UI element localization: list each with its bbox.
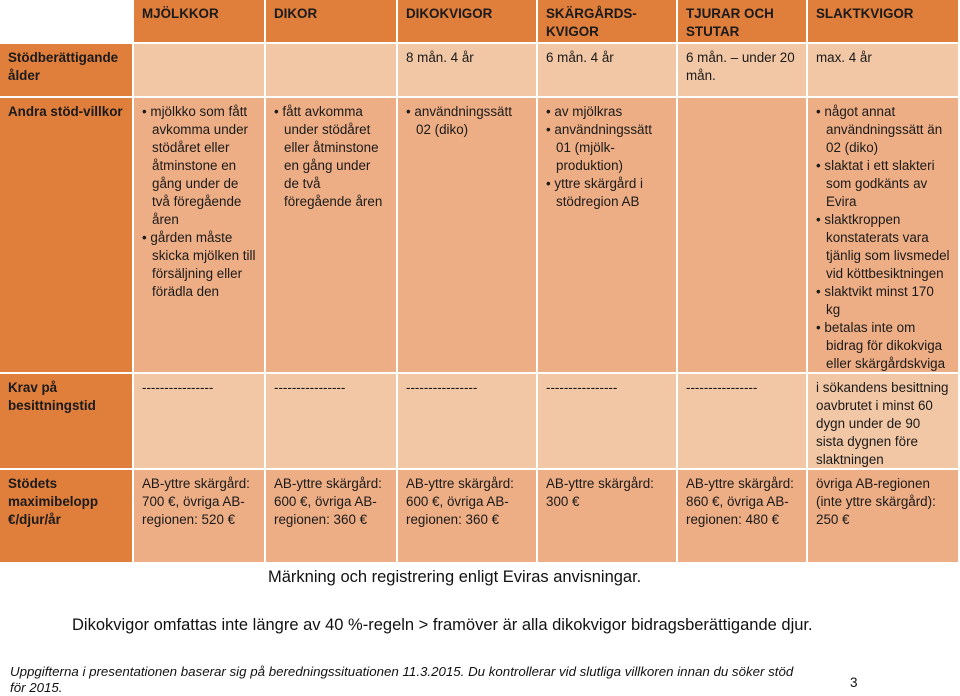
col-header-dikor: DIKOR [266,0,398,44]
amount-tjurar: AB-yttre skärgård: 860 €, övriga AB-regionen: 480 € [678,470,808,564]
amount-slaktkvigor: övriga AB-regionen (inte yttre skärgård): 250 € [808,470,960,564]
conditions-tjurar [678,98,808,374]
age-skargardskvigor: 6 mån. 4 år [538,44,678,98]
page-number: 3 [850,675,858,690]
list-item: • av mjölkras [546,103,668,121]
amount-mjolkkor: AB-yttre skärgård: 700 €, övriga AB-regionen: 520 € [134,470,266,564]
list-item: • något annat användningssätt än 02 (diko) [816,103,950,157]
possession-skargardskvigor: ---------------- [538,374,678,470]
age-slaktkvigor: max. 4 år [808,44,960,98]
diko-note: Dikokvigor omfattas inte längre av 40 %-regeln > framöver är alla dikokvigor bidragsberättigande djur. [72,616,813,634]
footer-disclaimer: Uppgifterna i presentationen baserar sig på beredningssituationen 11.3.2015. Du kontrollerar vid slutliga villkoren innan du söker stöd för 2015. [10,664,794,695]
row-label-amount: Stödets maximibelopp €/djur/år [0,470,134,564]
table-corner [0,0,134,44]
col-header-dikokvigor: DIKOKVIGOR [398,0,538,44]
possession-dikor: ---------------- [266,374,398,470]
list-item: • yttre skärgård i stödregion AB [546,175,668,211]
list-item: • mjölkko som fått avkomma under stödåret eller åtminstone en gång under de två föregående åren [142,103,256,229]
list-item: • slaktvikt minst 170 kg [816,283,950,319]
age-dikor [266,44,398,98]
col-header-slaktkvigor: SLAKTKVIGOR [808,0,960,44]
row-label-conditions: Andra stöd-villkor [0,98,134,374]
possession-dikokvigor: ---------------- [398,374,538,470]
possession-slaktkvigor: i sökandens besittning oavbrutet i minst 60 dygn under de 90 sista dygnen före slaktningen [808,374,960,470]
col-header-tjurar: TJURAR OCH STUTAR [678,0,808,44]
list-item: • användningssätt 02 (diko) [406,103,528,139]
conditions-skargardskvigor [538,98,678,374]
amount-skargardskvigor: AB-yttre skärgård: 300 € [538,470,678,564]
conditions-dikokvigor [398,98,538,374]
possession-mjolkkor: ---------------- [134,374,266,470]
age-mjolkkor [134,44,266,98]
col-header-skargardskvigor: SKÄRGÅRDS-KVIGOR [538,0,678,44]
list-item: • slaktat i ett slakteri som godkänts av Evira [816,157,950,211]
col-header-mjolkkor: MJÖLKKOR [134,0,266,44]
list-item: • betalas inte om bidrag för dikokviga eller skärgårdskviga [816,319,950,374]
row-label-possession: Krav på besittningstid [0,374,134,470]
list-item: • slaktkroppen konstaterats vara tjänlig som livsmedel vid köttbesiktningen [816,211,950,283]
age-dikokvigor: 8 mån. 4 år [398,44,538,98]
amount-dikokvigor: AB-yttre skärgård: 600 €, övriga AB-regionen: 360 € [398,470,538,564]
conditions-mjolkkor [134,98,266,374]
possession-tjurar: ---------------- [678,374,808,470]
marking-note: Märkning och registrering enligt Eviras anvisningar. [268,568,642,586]
list-item: • fått avkomma under stödåret eller åtminstone en gång under de två föregående åren [274,103,388,211]
list-item: • gården måste skicka mjölken till försäljning eller förädla den [142,229,256,301]
list-item: • användningssätt 01 (mjölk-produktion) [546,121,668,175]
amount-dikor: AB-yttre skärgård: 600 €, övriga AB-regionen: 360 € [266,470,398,564]
age-tjurar: 6 mån. – under 20 mån. [678,44,808,98]
row-label-age: Stödberättigande ålder [0,44,134,98]
conditions-slaktkvigor [808,98,960,374]
conditions-dikor [266,98,398,374]
